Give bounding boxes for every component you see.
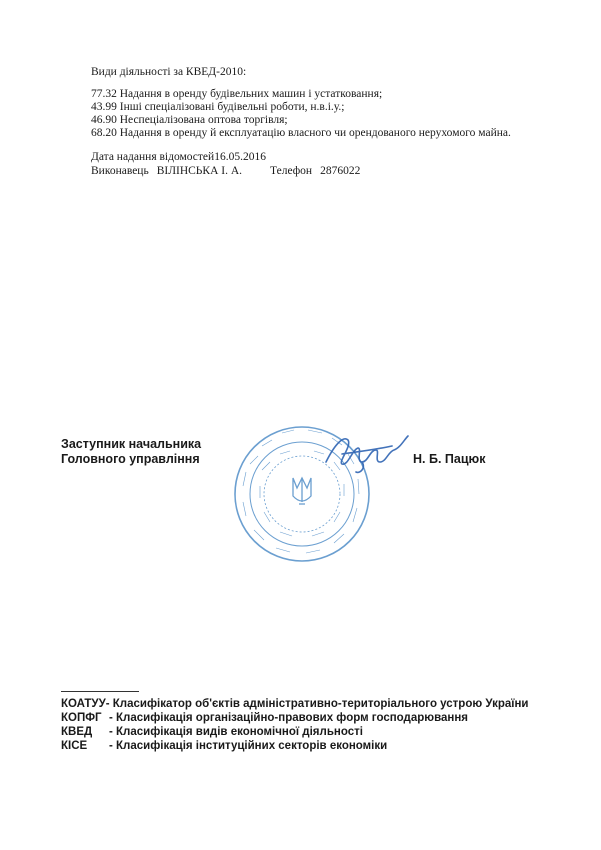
footnote-abbr: КОПФГ	[61, 712, 102, 724]
footnote-item	[61, 697, 529, 711]
signatory-name: Н. Б. Пацюк	[413, 452, 486, 466]
executor-line	[91, 165, 360, 178]
handwritten-signature	[322, 432, 412, 476]
footnote-text: - Класифікатор об'єктів адміністративно-територіального устрою України	[105, 698, 529, 710]
activity-item: 77.32 Надання в оренду будівельних машин і устатковання;	[91, 88, 383, 100]
trident-icon	[293, 478, 311, 504]
phone-label: Телефон	[270, 165, 313, 177]
date-line	[91, 151, 266, 164]
footnote-abbr: КОАТУУ	[61, 698, 106, 710]
kved-heading: Види діяльності за КВЕД-2010:	[91, 66, 247, 78]
phone-value: 2876022	[320, 165, 361, 177]
footnote-item	[61, 739, 387, 753]
footnote-text: - Класифікація видів економічної діяльності	[109, 726, 363, 738]
activity-item: 43.99 Інші спеціалізовані будівельні роботи, н.в.і.у.;	[91, 101, 345, 113]
executor-label: Виконавець	[91, 165, 149, 177]
footnote-abbr: КІСЕ	[61, 740, 88, 752]
footnote-item	[61, 725, 363, 739]
signatory-title-line1: Заступник начальника	[61, 437, 202, 451]
footnote-text: - Класифікація інституційних секторів економіки	[109, 740, 388, 752]
date-value: 16.05.2016	[214, 151, 266, 163]
footnote-item	[61, 711, 468, 725]
footnote-text: - Класифікація організаційно-правових форм господарювання	[109, 712, 468, 724]
activity-item: 46.90 Неспеціалізована оптова торгівля;	[91, 114, 288, 126]
footnote-divider	[61, 691, 139, 692]
signatory-title-line2: Головного управління	[61, 452, 200, 466]
activity-item: 68.20 Надання в оренду й експлуатацію власного чи орендованого нерухомого майна.	[91, 127, 511, 139]
executor-value: ВІЛІНСЬКА І. А.	[156, 165, 243, 177]
date-label: Дата надання відомостей	[91, 151, 215, 163]
footnote-abbr: КВЕД	[61, 726, 93, 738]
